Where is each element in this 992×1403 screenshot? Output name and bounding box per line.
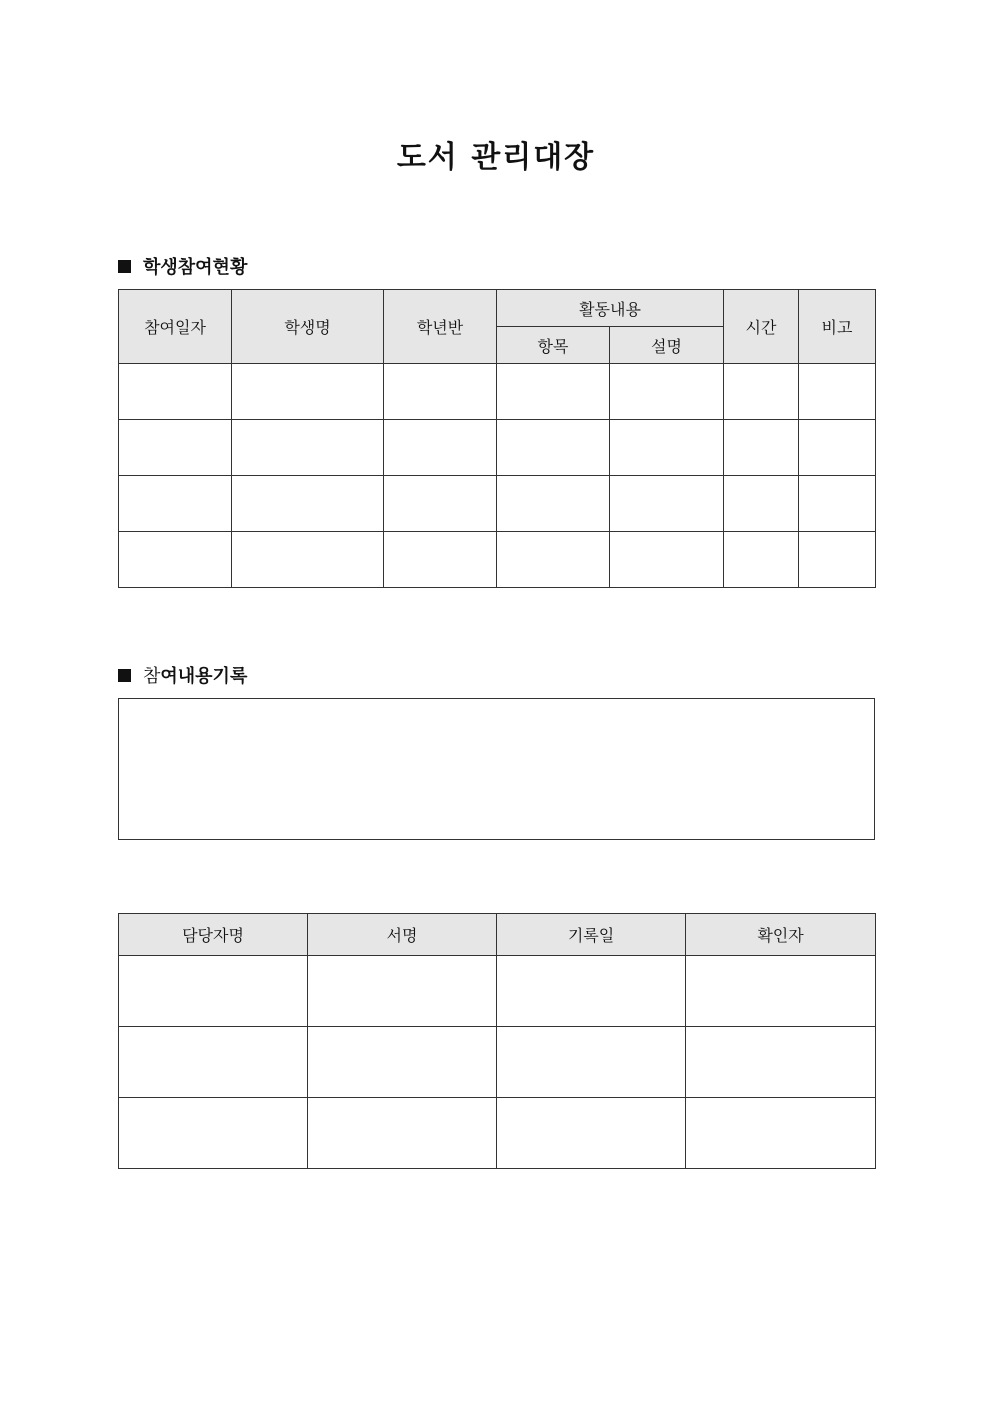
table-cell[interactable] xyxy=(119,956,308,1027)
section-heading-record xyxy=(118,662,247,688)
table-cell[interactable] xyxy=(232,476,384,532)
header-confirmer: 확인자 xyxy=(686,914,876,956)
table-cell[interactable] xyxy=(497,532,610,588)
table-cell[interactable] xyxy=(308,956,497,1027)
table-cell[interactable] xyxy=(232,420,384,476)
table-cell[interactable] xyxy=(799,364,876,420)
table-cell[interactable] xyxy=(119,1098,308,1169)
section-heading-label: 여내용기록 xyxy=(160,666,248,687)
table-row xyxy=(119,1098,876,1169)
table-cell[interactable] xyxy=(308,1027,497,1098)
table-cell[interactable] xyxy=(686,1027,876,1098)
section-heading-first-char: 참 xyxy=(143,666,161,687)
header-manager-name: 담당자명 xyxy=(119,914,308,956)
table-cell[interactable] xyxy=(497,956,686,1027)
signoff-table xyxy=(118,913,876,1169)
participation-table xyxy=(118,289,876,588)
record-content-box[interactable] xyxy=(118,698,875,840)
table-cell[interactable] xyxy=(497,1027,686,1098)
header-activity: 활동내용 xyxy=(497,290,724,327)
table-cell[interactable] xyxy=(384,532,497,588)
table-cell[interactable] xyxy=(119,1027,308,1098)
header-description: 설명 xyxy=(610,327,724,364)
table-row xyxy=(119,956,876,1027)
table-cell[interactable] xyxy=(686,1098,876,1169)
table-row xyxy=(119,420,876,476)
table-cell[interactable] xyxy=(799,476,876,532)
table-cell[interactable] xyxy=(724,364,799,420)
table-cell[interactable] xyxy=(724,532,799,588)
table-row xyxy=(119,1027,876,1098)
table-cell[interactable] xyxy=(384,364,497,420)
table-row xyxy=(119,476,876,532)
table-cell[interactable] xyxy=(497,364,610,420)
table-cell[interactable] xyxy=(610,364,724,420)
table-cell[interactable] xyxy=(610,476,724,532)
section-heading-participation xyxy=(118,253,247,279)
header-student-name: 학생명 xyxy=(232,290,384,364)
table-cell[interactable] xyxy=(686,956,876,1027)
page-title: 도서 관리대장 xyxy=(396,140,596,175)
table-cell[interactable] xyxy=(610,532,724,588)
table-cell[interactable] xyxy=(119,420,232,476)
table-cell[interactable] xyxy=(724,420,799,476)
table-cell[interactable] xyxy=(497,420,610,476)
table-cell[interactable] xyxy=(384,476,497,532)
table-cell[interactable] xyxy=(119,532,232,588)
header-grade-class: 학년반 xyxy=(384,290,497,364)
table-cell[interactable] xyxy=(497,476,610,532)
header-date: 참여일자 xyxy=(119,290,232,364)
header-record-date: 기록일 xyxy=(497,914,686,956)
table-cell[interactable] xyxy=(384,420,497,476)
header-signature: 서명 xyxy=(308,914,497,956)
square-bullet-icon xyxy=(118,260,131,273)
table-cell[interactable] xyxy=(232,532,384,588)
table-cell[interactable] xyxy=(119,364,232,420)
table-cell[interactable] xyxy=(799,532,876,588)
table-row xyxy=(119,532,876,588)
table-cell[interactable] xyxy=(308,1098,497,1169)
table-cell[interactable] xyxy=(610,420,724,476)
header-item: 항목 xyxy=(497,327,610,364)
square-bullet-icon xyxy=(118,669,131,682)
table-row xyxy=(119,364,876,420)
header-remarks: 비고 xyxy=(799,290,876,364)
header-time: 시간 xyxy=(724,290,799,364)
table-cell[interactable] xyxy=(119,476,232,532)
table-cell[interactable] xyxy=(497,1098,686,1169)
table-cell[interactable] xyxy=(724,476,799,532)
table-cell[interactable] xyxy=(799,420,876,476)
table-cell[interactable] xyxy=(232,364,384,420)
section-heading-label: 학생참여현황 xyxy=(143,257,248,278)
